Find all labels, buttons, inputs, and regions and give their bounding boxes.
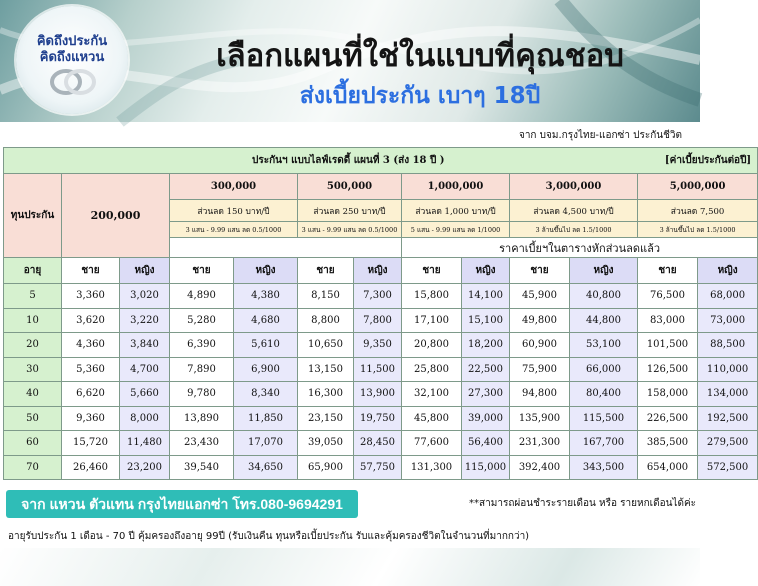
male-premium-cell: 25,800 — [402, 357, 462, 382]
tier-discount: ส่วนลด 4,500 บาท/ปี — [510, 200, 638, 222]
sum-insured-label: ทุนประกัน — [4, 174, 62, 258]
tier-sum: 3,000,000 — [510, 174, 638, 200]
base-sum: 200,000 — [62, 174, 170, 258]
male-premium-cell: 6,620 — [62, 382, 120, 407]
female-premium-cell: 80,400 — [570, 382, 638, 407]
male-premium-cell: 392,400 — [510, 455, 570, 480]
tier-sum: 500,000 — [298, 174, 402, 200]
male-premium-cell: 17,100 — [402, 308, 462, 333]
tier-detail: 3 แสน - 9.99 แสน ลด 0.5/1000 — [298, 222, 402, 238]
tier-sum: 1,000,000 — [402, 174, 510, 200]
female-premium-cell: 57,750 — [354, 455, 402, 480]
male-premium-cell: 60,900 — [510, 333, 570, 358]
male-premium-cell: 101,500 — [638, 333, 698, 358]
female-premium-cell: 7,300 — [354, 284, 402, 309]
table-row — [4, 284, 758, 309]
male-premium-cell: 20,800 — [402, 333, 462, 358]
table-row — [4, 431, 758, 456]
male-premium-cell: 13,890 — [170, 406, 234, 431]
tier-discount: ส่วนลด 250 บาท/ปี — [298, 200, 402, 222]
page-subtitle: ส่งเบี้ยประกัน เบาๆ 18ปี — [299, 83, 541, 109]
female-premium-cell: 5,660 — [120, 382, 170, 407]
female-premium-cell: 8,340 — [234, 382, 298, 407]
table-row — [4, 406, 758, 431]
female-premium-cell: 4,700 — [120, 357, 170, 382]
female-premium-cell: 4,680 — [234, 308, 298, 333]
female-premium-cell: 13,900 — [354, 382, 402, 407]
payment-note: **สามารถผ่อนชำระรายเดือน หรือ รายหกเดือนได้ค่ะ — [469, 498, 696, 509]
male-premium-cell: 13,150 — [298, 357, 354, 382]
female-header: หญิง — [234, 258, 298, 284]
age-header: อายุ — [4, 258, 62, 284]
contact-box — [6, 490, 358, 518]
male-premium-cell: 6,390 — [170, 333, 234, 358]
female-premium-cell: 192,500 — [698, 406, 758, 431]
age-cell: 40 — [4, 382, 62, 407]
female-premium-cell: 14,100 — [462, 284, 510, 309]
male-premium-cell: 83,000 — [638, 308, 698, 333]
male-premium-cell: 3,360 — [62, 284, 120, 309]
rate-rows — [4, 284, 758, 480]
female-premium-cell: 279,500 — [698, 431, 758, 456]
female-premium-cell: 5,610 — [234, 333, 298, 358]
male-premium-cell: 231,300 — [510, 431, 570, 456]
male-premium-cell: 65,900 — [298, 455, 354, 480]
age-cell: 70 — [4, 455, 62, 480]
age-cell: 60 — [4, 431, 62, 456]
female-header: หญิง — [570, 258, 638, 284]
male-premium-cell: 49,800 — [510, 308, 570, 333]
spacer-cell — [170, 238, 402, 258]
tier-detail: 3 แสน - 9.99 แสน ลด 0.5/1000 — [170, 222, 298, 238]
female-premium-cell: 88,500 — [698, 333, 758, 358]
female-premium-cell: 39,000 — [462, 406, 510, 431]
male-premium-cell: 385,500 — [638, 431, 698, 456]
table-row — [4, 382, 758, 407]
male-premium-cell: 135,900 — [510, 406, 570, 431]
female-header: หญิง — [462, 258, 510, 284]
female-premium-cell: 56,400 — [462, 431, 510, 456]
female-premium-cell: 572,500 — [698, 455, 758, 480]
plan-title: ประกันฯ แบบไลฟ์เรดดี้ แผนที่ 3 (ส่ง 18 ปี ) — [252, 155, 445, 166]
male-premium-cell: 8,800 — [298, 308, 354, 333]
male-premium-cell: 16,300 — [298, 382, 354, 407]
male-premium-cell: 9,780 — [170, 382, 234, 407]
tier-sum: 300,000 — [170, 174, 298, 200]
female-premium-cell: 115,500 — [570, 406, 638, 431]
female-premium-cell: 11,850 — [234, 406, 298, 431]
female-premium-cell: 3,220 — [120, 308, 170, 333]
female-premium-cell: 19,750 — [354, 406, 402, 431]
female-premium-cell: 44,800 — [570, 308, 638, 333]
age-cell: 10 — [4, 308, 62, 333]
male-header: ชาย — [510, 258, 570, 284]
female-header: หญิง — [120, 258, 170, 284]
phone-number[interactable]: 080-9694291 — [260, 496, 343, 512]
female-premium-cell: 115,000 — [462, 455, 510, 480]
female-premium-cell: 34,650 — [234, 455, 298, 480]
table-row — [4, 357, 758, 382]
male-premium-cell: 8,150 — [298, 284, 354, 309]
female-premium-cell: 40,800 — [570, 284, 638, 309]
male-header: ชาย — [170, 258, 234, 284]
contact-prefix: จาก แหวน ตัวแทน กรุงไทยแอกซ่า โทร. — [21, 496, 261, 512]
tier-discount: ส่วนลด 150 บาท/ปี — [170, 200, 298, 222]
table-row — [4, 308, 758, 333]
male-premium-cell: 654,000 — [638, 455, 698, 480]
female-premium-cell: 3,840 — [120, 333, 170, 358]
male-premium-cell: 131,300 — [402, 455, 462, 480]
male-premium-cell: 15,720 — [62, 431, 120, 456]
male-premium-cell: 76,500 — [638, 284, 698, 309]
male-premium-cell: 4,890 — [170, 284, 234, 309]
premium-table — [3, 147, 758, 480]
female-premium-cell: 134,000 — [698, 382, 758, 407]
tier-detail: 5 แสน - 9.99 แสน ลด 1/1000 — [402, 222, 510, 238]
female-premium-cell: 110,000 — [698, 357, 758, 382]
male-header: ชาย — [298, 258, 354, 284]
table-row — [4, 333, 758, 358]
female-premium-cell: 15,100 — [462, 308, 510, 333]
male-header: ชาย — [402, 258, 462, 284]
female-premium-cell: 73,000 — [698, 308, 758, 333]
age-cell: 30 — [4, 357, 62, 382]
female-premium-cell: 23,200 — [120, 455, 170, 480]
tier-detail: 3 ล้านขึ้นไป ลด 1.5/1000 — [510, 222, 638, 238]
female-premium-cell: 53,100 — [570, 333, 638, 358]
female-premium-cell: 6,900 — [234, 357, 298, 382]
male-premium-cell: 226,500 — [638, 406, 698, 431]
header-banner — [0, 0, 700, 122]
tier-detail: 3 ล้านขึ้นไป ลด 1.5/1000 — [638, 222, 758, 238]
female-premium-cell: 343,500 — [570, 455, 638, 480]
male-premium-cell: 77,600 — [402, 431, 462, 456]
male-premium-cell: 94,800 — [510, 382, 570, 407]
plan-header — [4, 148, 758, 174]
male-premium-cell: 9,360 — [62, 406, 120, 431]
female-premium-cell: 22,500 — [462, 357, 510, 382]
source-credit: จาก บจม.กรุงไทย-แอกซ่า ประกันชีวิต — [518, 130, 682, 141]
female-premium-cell: 11,480 — [120, 431, 170, 456]
male-premium-cell: 10,650 — [298, 333, 354, 358]
female-premium-cell: 17,070 — [234, 431, 298, 456]
female-premium-cell: 18,200 — [462, 333, 510, 358]
female-premium-cell: 68,000 — [698, 284, 758, 309]
bottom-decoration — [0, 548, 700, 586]
male-premium-cell: 45,800 — [402, 406, 462, 431]
plan-note: [ค่าเบี้ยประกันต่อปี] — [664, 155, 752, 166]
female-premium-cell: 7,800 — [354, 308, 402, 333]
eligibility-note: อายุรับประกัน 1 เดือน - 70 ปี คุ้มครองถึงอายุ 99ปี (รับเงินคืน ทุนหรือเบี้ยประกัน รับและคุ้มครองชีวิตในจำนวนที่มากกว่า) — [8, 531, 530, 542]
rings-icon — [46, 64, 100, 100]
female-premium-cell: 11,500 — [354, 357, 402, 382]
page-title: เลือกแผนที่ใช่ในแบบที่คุณชอบ — [216, 38, 624, 74]
male-premium-cell: 5,280 — [170, 308, 234, 333]
female-premium-cell: 66,000 — [570, 357, 638, 382]
tier-sum: 5,000,000 — [638, 174, 758, 200]
male-premium-cell: 23,150 — [298, 406, 354, 431]
female-premium-cell: 167,700 — [570, 431, 638, 456]
male-premium-cell: 45,900 — [510, 284, 570, 309]
male-premium-cell: 75,900 — [510, 357, 570, 382]
male-premium-cell: 32,100 — [402, 382, 462, 407]
male-premium-cell: 4,360 — [62, 333, 120, 358]
male-premium-cell: 39,050 — [298, 431, 354, 456]
male-premium-cell: 126,500 — [638, 357, 698, 382]
tier-discount: ส่วนลด 1,000 บาท/ปี — [402, 200, 510, 222]
male-premium-cell: 3,620 — [62, 308, 120, 333]
female-header: หญิง — [698, 258, 758, 284]
discounted-note: ราคาเบี้ยฯในตารางหักส่วนลดแล้ว — [402, 238, 758, 258]
tier-discount: ส่วนลด 7,500 — [638, 200, 758, 222]
male-premium-cell: 158,000 — [638, 382, 698, 407]
female-premium-cell: 27,300 — [462, 382, 510, 407]
male-premium-cell: 7,890 — [170, 357, 234, 382]
age-cell: 5 — [4, 284, 62, 309]
male-header: ชาย — [62, 258, 120, 284]
female-premium-cell: 3,020 — [120, 284, 170, 309]
logo-line2: คิดถึงแหวน — [39, 50, 105, 65]
logo — [16, 6, 128, 114]
female-premium-cell: 9,350 — [354, 333, 402, 358]
female-premium-cell: 28,450 — [354, 431, 402, 456]
male-header: ชาย — [638, 258, 698, 284]
age-cell: 50 — [4, 406, 62, 431]
female-header: หญิง — [354, 258, 402, 284]
male-premium-cell: 23,430 — [170, 431, 234, 456]
logo-line1: คิดถึงประกัน — [36, 34, 108, 49]
male-premium-cell: 5,360 — [62, 357, 120, 382]
female-premium-cell: 4,380 — [234, 284, 298, 309]
male-premium-cell: 39,540 — [170, 455, 234, 480]
male-premium-cell: 15,800 — [402, 284, 462, 309]
male-premium-cell: 26,460 — [62, 455, 120, 480]
table-row — [4, 455, 758, 480]
female-premium-cell: 8,000 — [120, 406, 170, 431]
age-cell: 20 — [4, 333, 62, 358]
